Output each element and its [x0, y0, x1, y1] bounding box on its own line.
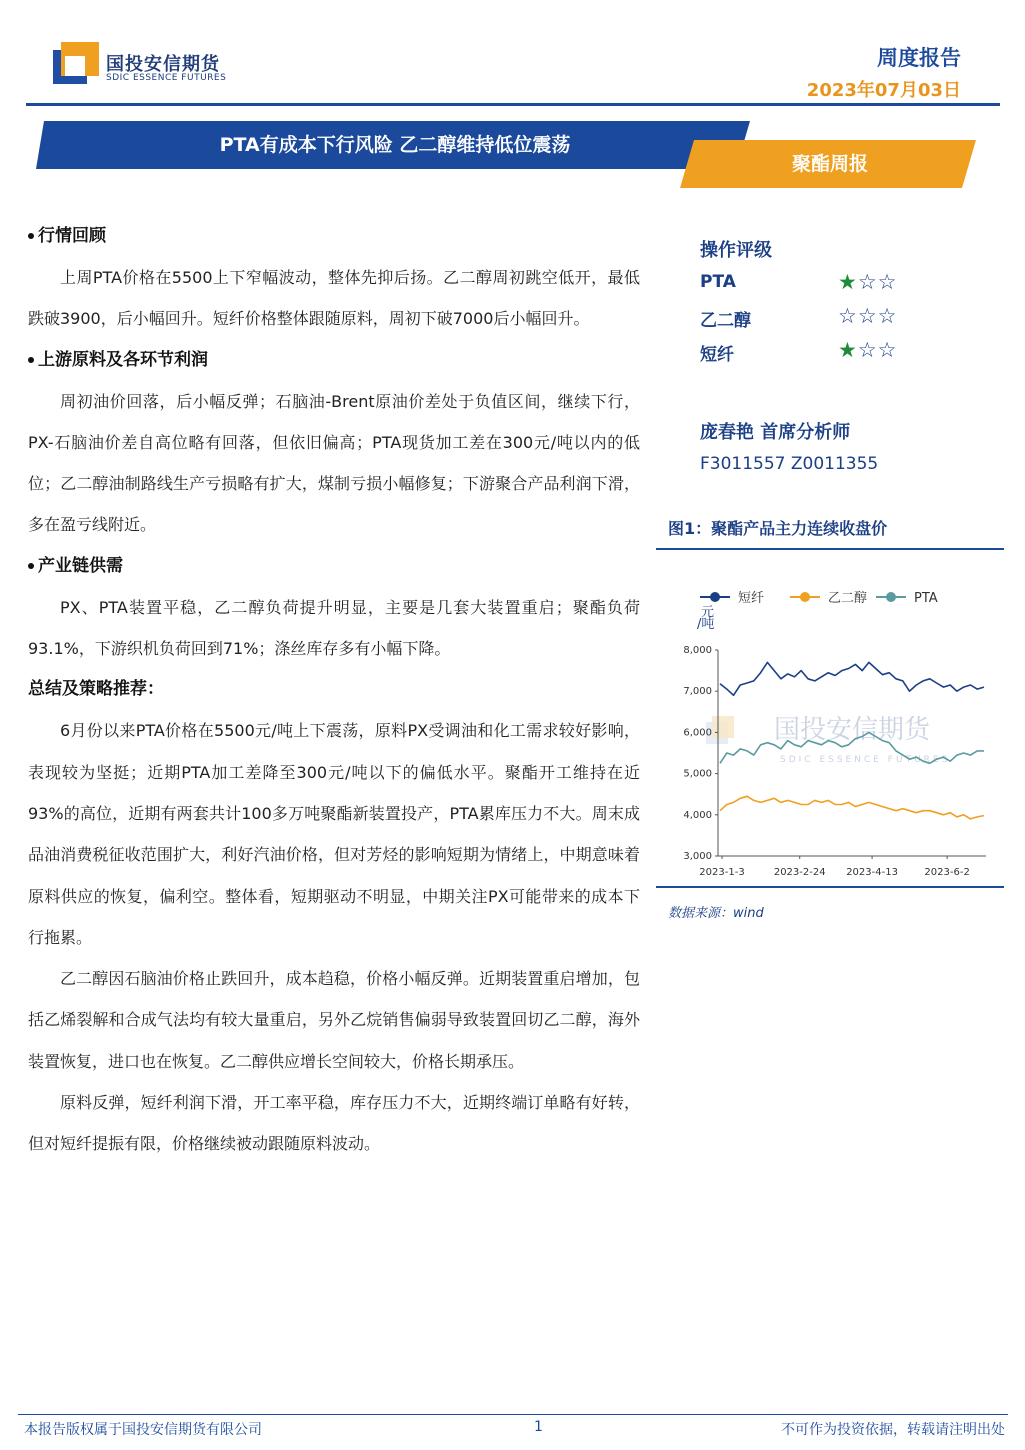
section-summary-strategy	[28, 669, 640, 1164]
category-tag: 聚酯周报	[791, 153, 868, 175]
section-heading: 行情回顾	[28, 216, 640, 257]
star-empty-icon: ☆	[877, 338, 898, 362]
rating-stars-icon	[838, 270, 897, 294]
figure-divider-top	[656, 548, 1004, 550]
disclaimer: 不可作为投资依据，转载请注明出处	[781, 1422, 1005, 1438]
legend-label: PTA	[914, 591, 938, 606]
legend-swatch-dot	[710, 592, 720, 602]
legend-swatch-dot	[800, 592, 810, 602]
rating-stars-icon	[838, 304, 897, 328]
figure-title: 图1：聚酯产品主力连续收盘价	[668, 519, 888, 538]
star-empty-icon: ☆	[877, 270, 898, 294]
x-tick-label: 2023-4-13	[846, 867, 898, 878]
section-supply-demand	[28, 546, 640, 670]
analyst-certificates: F3011557 Z0011355	[700, 454, 879, 474]
footer-divider	[18, 1414, 1008, 1415]
rating-product-name: PTA	[700, 272, 736, 292]
figure-divider-bottom	[656, 886, 1004, 888]
legend-label: 乙二醇	[828, 591, 868, 606]
section-market-review	[28, 216, 640, 340]
chart-watermark: 国投安信期货	[774, 715, 931, 745]
data-source: 数据来源：wind	[668, 906, 764, 921]
star-empty-icon: ☆	[877, 304, 898, 328]
star-filled-icon: ★	[838, 338, 858, 362]
x-tick-label: 2023-6-2	[924, 867, 970, 878]
rating-row-meg	[700, 304, 910, 334]
rating-row-psf	[700, 338, 910, 368]
rating-row-pta	[700, 270, 910, 300]
y-axis-label: /吨	[697, 617, 715, 632]
company-name-cn: 国投安信期货	[106, 54, 220, 75]
star-filled-icon: ★	[838, 270, 858, 294]
article-body	[28, 216, 640, 1165]
star-empty-icon: ☆	[857, 338, 878, 362]
legend-label: 短纤	[738, 591, 765, 606]
paragraph: 6月份以来PTA价格在5500元/吨上下震荡，原料PX受调油和化工需求较好影响，表现较为坚挺；近期PTA加工差降至300元/吨以下的偏低水平。聚酯开工维持在近93%的高位，近期有两套共计100多万吨聚酯新装置投产，PTA累库压力不大。周末成品油消费税征收范围扩大，利好汽油价格，但对芳烃的影响短期为情绪上，中期意味着原料供应的恢复，偏利空。整体看，短期驱动不明显，中期关注PX可能带来的成本下行拖累。	[28, 721, 640, 947]
company-logo-icon	[53, 42, 99, 84]
x-tick-label: 2023-1-3	[699, 867, 745, 878]
series-line-短纤	[720, 662, 984, 695]
bullet-dot-icon	[28, 563, 34, 569]
y-tick-label: 4,000	[683, 809, 712, 821]
watermark-logo-icon	[712, 716, 734, 738]
y-tick-label: 8,000	[683, 645, 712, 656]
star-empty-icon: ☆	[857, 304, 878, 328]
y-tick-label: 7,000	[683, 686, 712, 698]
company-name-en: SDIC ESSENCE FUTURES	[106, 73, 227, 83]
paragraph: 上周PTA价格在5500上下窄幅波动，整体先抑后扬。乙二醇周初跳空低开，最低跌破3900，后小幅回升。短纤价格整体跟随原料，周初下破7000后小幅回升。	[28, 268, 640, 329]
report-title: PTA有成本下行风险 乙二醇维持低位震荡	[219, 134, 571, 156]
y-tick-label: 3,000	[683, 851, 712, 862]
bullet-dot-icon	[28, 357, 34, 363]
price-line-chart	[656, 552, 1004, 884]
paragraph: 乙二醇因石脑油价格止跌回升，成本趋稳，价格小幅反弹。近期装置重启增加，包括乙烯裂解和合成气法均有较大量重启，另外乙烷销售偏弱导致装置回切乙二醇，海外装置恢复，进口也在恢复。乙二醇供应增长空间较大，价格长期承压。	[28, 969, 640, 1071]
paragraph: PX、PTA装置平稳，乙二醇负荷提升明显，主要是几套大装置重启；聚酯负荷93.1%，下游织机负荷回到71%；涤丝库存多有小幅下降。	[28, 597, 640, 659]
header-divider	[26, 103, 1000, 106]
chart-watermark-en: SDIC ESSENCE FUTURES	[780, 755, 951, 765]
rating-title: 操作评级	[700, 240, 772, 261]
report-type: 周度报告	[877, 46, 961, 70]
y-tick-label: 6,000	[683, 727, 712, 739]
rating-product-name: 短纤	[700, 345, 734, 365]
rating-product-name: 乙二醇	[700, 311, 751, 331]
rating-stars-icon	[838, 338, 897, 362]
report-date: 2023年07月03日	[806, 80, 961, 101]
section-upstream-profit	[28, 340, 640, 546]
section-heading: 总结及策略推荐：	[28, 679, 164, 700]
section-heading: 产业链供需	[28, 546, 640, 587]
series-line-乙二醇	[720, 796, 984, 819]
analyst-name: 庞春艳 首席分析师	[700, 422, 851, 443]
copyright-notice: 本报告版权属于国投安信期货有限公司	[24, 1422, 262, 1438]
page-number: 1	[534, 1419, 543, 1435]
paragraph: 原料反弹，短纤利润下滑，开工率平稳，库存压力不大，近期终端订单略有好转，但对短纤提振有限，价格继续被动跟随原料波动。	[28, 1093, 640, 1154]
bullet-dot-icon	[28, 233, 34, 239]
x-tick-label: 2023-2-24	[773, 867, 826, 878]
paragraph: 周初油价回落，后小幅反弹；石脑油-Brent原油价差处于负值区间，继续下行，PX-石脑油价差自高位略有回落，但依旧偏高；PTA现货加工差在300元/吨以内的低位；乙二醇油制路线生产亏损略有扩大，煤制亏损小幅修复；下游聚合产品利润下滑，多在盈亏线附近。	[28, 391, 640, 535]
legend-swatch-dot	[886, 592, 896, 602]
y-tick-label: 5,000	[683, 768, 712, 780]
star-empty-icon: ☆	[857, 270, 878, 294]
star-empty-icon: ☆	[838, 304, 858, 328]
y-axis-label: 元	[701, 605, 715, 620]
section-heading: 上游原料及各环节利润	[28, 340, 640, 381]
